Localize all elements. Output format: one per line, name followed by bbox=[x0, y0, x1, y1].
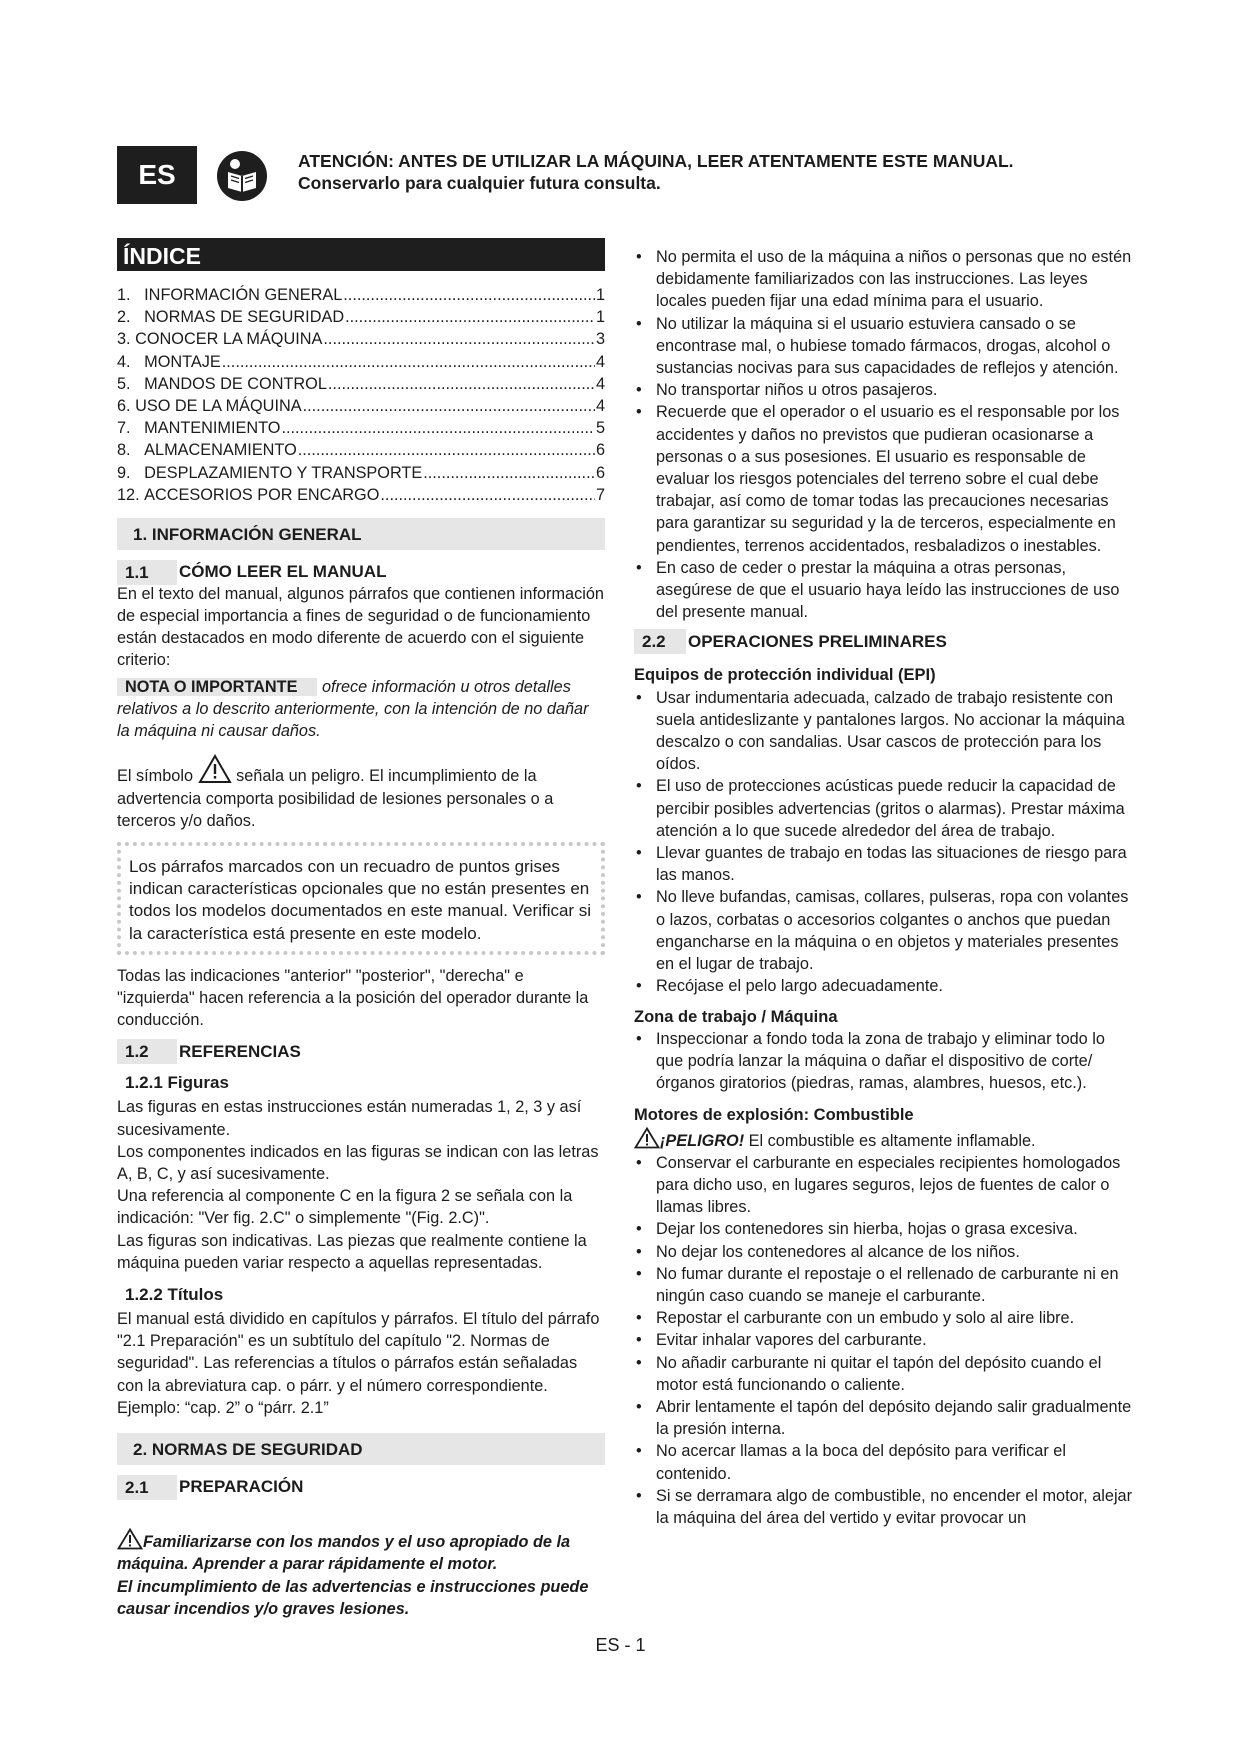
symbol-pre-text: El símbolo bbox=[117, 767, 194, 786]
fuel-list bbox=[634, 1152, 1134, 1529]
danger-label: ¡PELIGRO! bbox=[660, 1131, 745, 1150]
attention-line-2: Conservarlo para cualquier futura consulta. bbox=[298, 173, 661, 193]
toc-item[interactable] bbox=[117, 462, 605, 484]
subsection-number: 1.2 bbox=[117, 1039, 177, 1064]
toc-item-page: 6 bbox=[595, 463, 605, 482]
toc-item[interactable] bbox=[117, 439, 605, 461]
toc-leader-dots bbox=[380, 484, 595, 506]
toc-item-number: 6. bbox=[117, 396, 136, 415]
toc-item-number: 8. bbox=[117, 441, 145, 460]
list-item: • Recuerde que el operador o el usuario es el responsable por los accidentes y daños no previstos que pudieran ocasionarse a personas o a sus posesiones. El usuario es responsable de evaluar los riesgos potenciales del terreno sobre el cual debe trabajar, así como de tomar todas las precauciones necesarias para garantizar su seguridad y la de terceros, especialmente en pendientes, terrenos accidentados, resbaladizos o inestables. bbox=[634, 401, 1134, 556]
preparation-warning-text: Familiarizarse con los mandos y el uso apropiado de la máquina. Aprender a parar rápidamente el motor. El incumplimiento de las advertencias e instrucciones puede causar incendios y/o graves lesiones. bbox=[117, 1533, 589, 1618]
toc-item-page: 6 bbox=[595, 441, 605, 460]
toc-item-number: 7. bbox=[117, 419, 145, 438]
toc-leader-dots bbox=[222, 351, 595, 373]
work-zone-list bbox=[634, 1028, 1134, 1095]
list-item: • Si se derramara algo de combustible, no encender el motor, alejar la máquina del área del vertido y evitar provocar un bbox=[634, 1485, 1134, 1529]
subsection-number: 2.1 bbox=[117, 1475, 177, 1500]
danger-symbol-paragraph bbox=[117, 754, 605, 832]
epi-heading: Equipos de protección individual (EPI) bbox=[634, 666, 936, 685]
figures-paragraph: Las figuras en estas instrucciones están numeradas 1, 2, 3 y así sucesivamente. Los componentes indicados en las figuras se indican con las letras A, B, C, y así sucesivamente. Una referencia al componente C en la figura 2 se señala con la indicación: "Ver fig. 2.C" o simplemente "(Fig. 2.C)". Las figuras son indicativas. Las piezas que realmente contiene la máquina pueden variar respecto a aquellas representadas. bbox=[117, 1098, 599, 1272]
section-1-heading: 1. INFORMACIÓN GENERAL bbox=[117, 518, 605, 550]
danger-line bbox=[634, 1127, 1134, 1152]
how-to-read-paragraph: En el texto del manual, algunos párrafos que contienen información de especial importancia a fines de seguridad o de funcionamiento están destacados en modo diferente de acuerdo con el siguiente criterio: bbox=[117, 584, 604, 670]
language-badge bbox=[117, 146, 197, 204]
toc-item-label: CONOCER LA MÁQUINA bbox=[135, 330, 323, 349]
read-manual-icon bbox=[216, 150, 268, 202]
attention-notice bbox=[298, 150, 1198, 194]
toc-item-page: 4 bbox=[595, 374, 605, 393]
directions-paragraph: Todas las indicaciones "anterior" "posterior", "derecha" e "izquierda" hacen referencia a la posición del operador durante la conducción. bbox=[117, 966, 589, 1030]
work-zone-heading: Zona de trabajo / Máquina bbox=[634, 1007, 838, 1026]
toc-item-page: 1 bbox=[595, 286, 605, 304]
toc-item-number: 3. bbox=[117, 330, 136, 349]
optional-feature-text: Los párrafos marcados con un recuadro de puntos grises indican características opcionales que no están presentes en todos los modelos documentados en este manual. Verificar si la característica está presente en este modelo. bbox=[129, 856, 592, 943]
toc-leader-dots bbox=[343, 284, 595, 306]
toc-item-page: 4 bbox=[595, 352, 605, 371]
list-item: • No lleve bufandas, camisas, collares, pulseras, ropa con volantes o lazos, corbatas o accesorios colgantes o anchos que puedan engancharse en la máquina o en objetos y materiales presentes en el lugar de trabajo. bbox=[634, 886, 1134, 975]
subsection-1-2-heading bbox=[117, 1039, 605, 1064]
warning-triangle-icon bbox=[117, 1528, 143, 1550]
epi-list bbox=[634, 687, 1134, 998]
subsection-2-2-heading bbox=[634, 629, 1134, 654]
toc-item-page: 7 bbox=[595, 485, 605, 504]
left-column bbox=[117, 238, 605, 1620]
toc-item-label: NORMAS DE SEGURIDAD bbox=[144, 308, 345, 327]
toc-item-number: 5. bbox=[117, 374, 145, 393]
subsection-number: 2.2 bbox=[634, 629, 686, 654]
subsection-title: CÓMO LEER EL MANUAL bbox=[179, 562, 387, 582]
subsection-1-1-heading bbox=[117, 560, 605, 585]
toc-item-label: DESPLAZAMIENTO Y TRANSPORTE bbox=[144, 463, 423, 482]
toc-leader-dots bbox=[423, 462, 595, 484]
toc-leader-dots bbox=[328, 373, 595, 395]
subsection-1-2-1-heading: 1.2.1 Figuras bbox=[125, 1073, 229, 1093]
nota-paragraph bbox=[117, 676, 605, 743]
list-item: • No fumar durante el repostaje o el rellenado de carburante ni en ningún caso cuando se maneje el carburante. bbox=[634, 1263, 1134, 1307]
list-item: • Inspeccionar a fondo toda la zona de trabajo y eliminar todo lo que podría lanzar la máquina o dañar el dispositivo de corte/órganos giratorios (piedras, ramas, alambres, huesos, etc.). bbox=[634, 1028, 1134, 1095]
list-item: • Evitar inhalar vapores del carburante. bbox=[634, 1329, 1134, 1351]
toc-leader-dots bbox=[303, 395, 595, 417]
subsection-number: 1.1 bbox=[117, 560, 177, 585]
toc-item-page: 4 bbox=[595, 396, 605, 415]
toc-item[interactable] bbox=[117, 395, 605, 417]
warning-triangle-icon bbox=[634, 1127, 660, 1149]
toc-item-label: ALMACENAMIENTO bbox=[144, 441, 297, 460]
preparation-warning bbox=[117, 1506, 605, 1620]
subsection-title: OPERACIONES PRELIMINARES bbox=[688, 631, 947, 651]
toc-item[interactable] bbox=[117, 484, 605, 506]
list-item: • Llevar guantes de trabajo en todas las situaciones de riesgo para las manos. bbox=[634, 842, 1134, 886]
toc-leader-dots bbox=[281, 417, 594, 439]
toc-item[interactable] bbox=[117, 284, 605, 306]
toc-item-label: INFORMACIÓN GENERAL bbox=[144, 286, 343, 304]
table-of-contents bbox=[117, 284, 605, 506]
subsection-title: REFERENCIAS bbox=[179, 1041, 301, 1061]
list-item: • No permita el uso de la máquina a niños o personas que no estén debidamente familiarizados con las instrucciones. Las leyes locales pueden fijar una edad mínima para el usuario. bbox=[634, 246, 1134, 313]
list-item: • Recójase el pelo largo adecuadamente. bbox=[634, 975, 1134, 997]
toc-leader-dots bbox=[298, 439, 595, 461]
warning-triangle-icon bbox=[198, 754, 232, 784]
toc-item[interactable] bbox=[117, 351, 605, 373]
toc-item-number: 12. bbox=[117, 485, 145, 504]
attention-line-1: ATENCIÓN: ANTES DE UTILIZAR LA MÁQUINA, LEER ATENTAMENTE ESTE MANUAL. bbox=[298, 151, 1014, 171]
toc-item[interactable] bbox=[117, 306, 605, 328]
optional-feature-box bbox=[117, 842, 605, 955]
toc-item-page: 3 bbox=[595, 330, 605, 349]
toc-item-label: MANTENIMIENTO bbox=[144, 419, 281, 438]
list-item: • Dejar los contenedores sin hierba, hojas o grasa excesiva. bbox=[634, 1218, 1134, 1240]
language-code: ES bbox=[138, 159, 176, 190]
section-2-heading: 2. NORMAS DE SEGURIDAD bbox=[117, 1433, 605, 1465]
toc-item-label: USO DE LA MÁQUINA bbox=[135, 396, 302, 415]
toc-item-number: 2. bbox=[117, 308, 145, 327]
toc-item-number: 4. bbox=[117, 352, 145, 371]
list-item: • El uso de protecciones acústicas puede reducir la capacidad de percibir posibles advertencias (gritos o alarmas). Prestar máxima atención a lo que sucede alrededor del área de trabajo. bbox=[634, 775, 1134, 842]
index-title: ÍNDICE bbox=[117, 238, 605, 271]
titles-paragraph: El manual está dividido en capítulos y párrafos. El título del párrafo "2.1 Preparación" es un subtítulo del capítulo "2. Normas de seguridad". Las referencias a títulos o párrafos están señaladas con la abreviatura cap. o párr. y el número correspondiente. Ejemplo: “cap. 2” o “párr. 2.1” bbox=[117, 1309, 600, 1417]
toc-item-page: 1 bbox=[595, 308, 605, 327]
toc-leader-dots bbox=[323, 328, 595, 350]
nota-label: NOTA O IMPORTANTE bbox=[117, 678, 317, 696]
list-item: • No añadir carburante ni quitar el tapón del depósito cuando el motor está funcionando o caliente. bbox=[634, 1352, 1134, 1396]
danger-text: El combustible es altamente inflamable. bbox=[748, 1131, 1036, 1150]
list-item: • Abrir lentamente el tapón del depósito dejando salir gradualmente la presión interna. bbox=[634, 1396, 1134, 1440]
right-column bbox=[634, 246, 1134, 1529]
list-item: • En caso de ceder o prestar la máquina a otras personas, asegúrese de que el usuario haya leído las instrucciones de uso del presente manual. bbox=[634, 557, 1134, 624]
toc-item-label: MONTAJE bbox=[144, 352, 221, 371]
list-item: • No acercar llamas a la boca del depósito para verificar el contenido. bbox=[634, 1440, 1134, 1484]
toc-item-number: 9. bbox=[117, 463, 145, 482]
list-item: • Repostar el carburante con un embudo y solo al aire libre. bbox=[634, 1307, 1134, 1329]
subsection-1-2-2-heading: 1.2.2 Títulos bbox=[125, 1284, 224, 1304]
subsection-title: PREPARACIÓN bbox=[179, 1477, 304, 1497]
toc-item-page: 5 bbox=[595, 419, 605, 438]
toc-item-label: ACCESORIOS POR ENCARGO bbox=[144, 485, 380, 504]
toc-item[interactable] bbox=[117, 373, 605, 395]
list-item: • No dejar los contenedores al alcance de los niños. bbox=[634, 1241, 1134, 1263]
nota-text: ofrece información u otros detalles relativos a lo descrito anteriormente, con la intención de no dañar la máquina ni causar daños. bbox=[117, 677, 589, 741]
list-item: • Usar indumentaria adecuada, calzado de trabajo resistente con suela antideslizante y pantalones largos. No accionar la máquina descalzo o con sandalias. Usar cascos de protección para los oídos. bbox=[634, 687, 1134, 776]
symbol-post-text: señala un peligro. El incumplimiento de la advertencia comporta posibilidad de lesiones personales o a terceros y/o daños. bbox=[117, 767, 554, 830]
page-number: ES - 1 bbox=[595, 1635, 646, 1655]
list-item: • Conservar el carburante en especiales recipientes homologados para dicho uso, en lugares seguros, lejos de fuentes de calor o llamas libres. bbox=[634, 1152, 1134, 1219]
toc-item-number: 1. bbox=[117, 286, 145, 304]
toc-item[interactable] bbox=[117, 417, 605, 439]
toc-leader-dots bbox=[345, 306, 595, 328]
toc-item[interactable] bbox=[117, 328, 605, 350]
fuel-heading: Motores de explosión: Combustible bbox=[634, 1106, 914, 1125]
subsection-2-1-heading bbox=[117, 1475, 605, 1500]
list-item: • No utilizar la máquina si el usuario estuviera cansado o se encontrase mal, o hubiese tomado fármacos, drogas, alcohol o sustancias nocivas para sus capacidades de reflejos y atención. bbox=[634, 313, 1134, 380]
list-item: • No transportar niños u otros pasajeros. bbox=[634, 379, 1134, 401]
general-safety-list bbox=[634, 246, 1134, 623]
toc-item-label: MANDOS DE CONTROL bbox=[144, 374, 327, 393]
